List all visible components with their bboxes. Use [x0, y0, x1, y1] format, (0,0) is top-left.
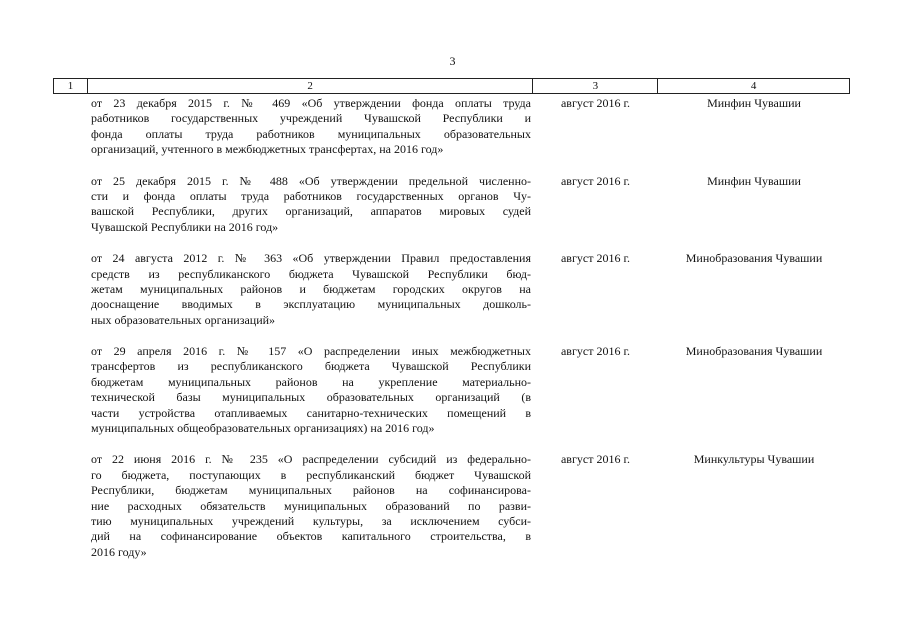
row-number-cell — [53, 452, 87, 560]
row-number-cell — [53, 251, 87, 328]
deadline-cell: август 2016 г. — [560, 96, 631, 110]
description-line: от 25 декабря 2015 г. № 488 «Об утверждении предельной численно- — [91, 173, 531, 188]
document-description — [87, 251, 533, 328]
description-line: организаций, учтенного в межбюджетных трансфертах, на 2016 год» — [91, 142, 444, 157]
document-description — [87, 452, 533, 560]
table-header-row — [53, 78, 850, 94]
page-number: 3 — [449, 54, 456, 68]
description-line: от 29 апреля 2016 г. № 157 «О распределении иных межбюджетных — [91, 344, 531, 359]
document-description — [87, 96, 533, 158]
responsible-agency-cell: Минфин Чувашии — [707, 173, 801, 188]
description-line: го бюджета, поступающих в республиканский бюджет Чувашской — [91, 467, 531, 482]
column-header-4: 4 — [658, 79, 850, 93]
table-row — [53, 174, 850, 236]
description-line: 2016 году» — [91, 544, 147, 559]
responsible-agency-cell: Минобразования Чувашии — [685, 251, 823, 266]
responsible-agency-cell: Минобразования Чувашии — [685, 344, 823, 359]
description-line: муниципальных общеобразовательных организациях) на 2016 год» — [91, 421, 435, 436]
description-line: от 22 июня 2016 г. № 235 «О распределении субсидий из федерально- — [91, 452, 531, 467]
document-description — [87, 174, 533, 236]
description-line: сти и фонда оплаты труда работников государственных органов Чу- — [91, 188, 531, 203]
row-number-cell — [53, 344, 87, 436]
description-line: части устройства отапливаемых санитарно-технических помещений в — [91, 405, 531, 420]
document-description — [87, 344, 533, 436]
row-number-cell — [53, 96, 87, 158]
description-line: от 24 августа 2012 г. № 363 «Об утверждении Правил предоставления — [91, 251, 531, 266]
description-line: Чувашской Республики на 2016 год» — [91, 219, 279, 234]
description-line: средств из республиканского бюджета Чувашской Республики бюд- — [91, 266, 531, 281]
description-line: тию муниципальных учреждений культуры, за исключением субси- — [91, 513, 531, 528]
deadline-cell: август 2016 г. — [560, 251, 631, 266]
responsible-agency-cell: Минкультуры Чувашии — [693, 452, 815, 467]
column-header-1: 1 — [54, 79, 88, 93]
description-line: Республики, бюджетам муниципальных районов на софинансирова- — [91, 483, 531, 498]
deadline-cell: август 2016 г. — [560, 344, 631, 359]
description-line: дий на софинансирование объектов капитального строительства, в — [91, 529, 531, 544]
document-table — [53, 78, 850, 560]
description-line: от 23 декабря 2015 г. № 469 «Об утверждении фонда оплаты труда — [91, 96, 531, 110]
description-line: фонда оплаты труда работников муниципальных образовательных — [91, 126, 531, 141]
deadline-cell: август 2016 г. — [560, 452, 631, 467]
description-line: вашской Республики, других организаций, аппаратов мировых судей — [91, 204, 531, 219]
responsible-agency-cell: Минфин Чувашии — [707, 96, 801, 110]
description-line: дооснащение вводимых в эксплуатацию муниципальных дошколь- — [91, 297, 531, 312]
description-line: технической базы муниципальных образовательных организаций (в — [91, 390, 531, 405]
description-line: работников государственных учреждений Чувашской Республики и — [91, 111, 531, 126]
column-header-3: 3 — [533, 79, 658, 93]
table-row — [53, 344, 850, 436]
description-line: бюджетам муниципальных районов на укрепление материально- — [91, 374, 531, 389]
description-line: трансфертов из республиканского бюджета Чувашской Республики — [91, 359, 531, 374]
table-row — [53, 452, 850, 560]
description-line: ных образовательных организаций» — [91, 312, 276, 327]
description-line: жетам муниципальных районов и бюджетам городских округов на — [91, 281, 531, 296]
row-number-cell — [53, 174, 87, 236]
description-line: ние расходных обязательств муниципальных образований по разви- — [91, 498, 531, 513]
table-row — [53, 96, 850, 158]
column-header-2: 2 — [88, 79, 533, 93]
deadline-cell: август 2016 г. — [560, 173, 631, 188]
table-row — [53, 251, 850, 328]
